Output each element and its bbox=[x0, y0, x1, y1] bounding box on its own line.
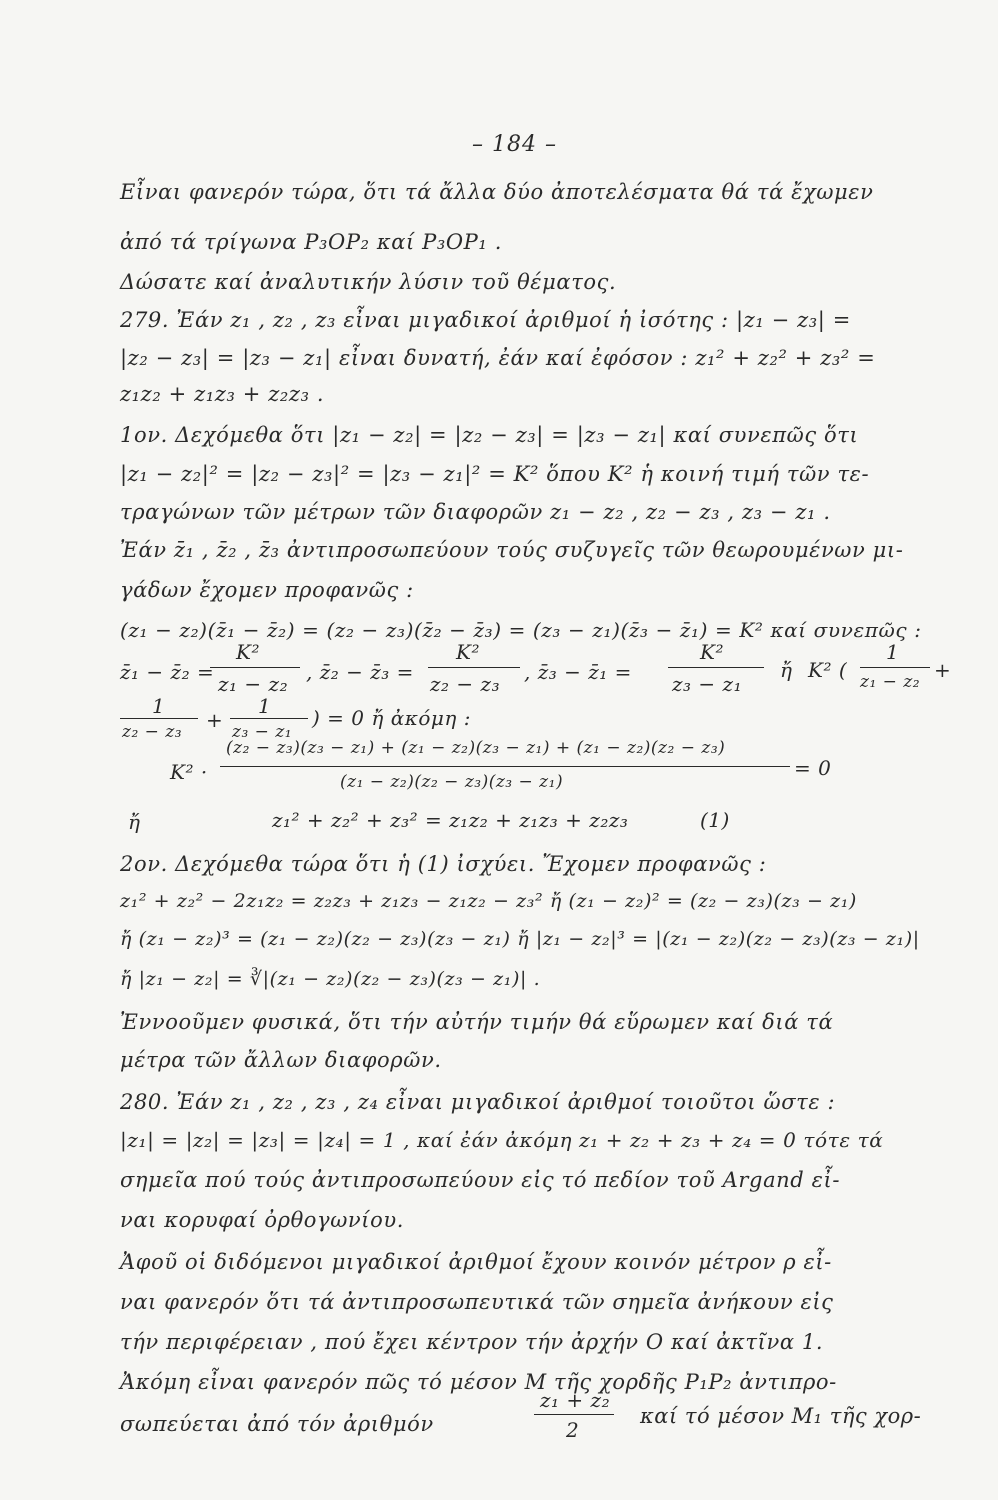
eq-term: z̄₁ − z̄₂ = bbox=[120, 660, 215, 684]
text-line: |z₂ − z₃| = |z₃ − z₁| εἶναι δυνατή, ἐάν καί ἐφόσον : z₁² + z₂² + z₃² = bbox=[120, 346, 876, 370]
eq-denominator: 2 bbox=[566, 1418, 580, 1442]
text-line: |z₁ − z₂|² = |z₂ − z₃|² = |z₃ − z₁|² = K² ὅπου K² ἡ κοινή τιμή τῶν τε- bbox=[120, 462, 870, 486]
eq-denominator: (z₁ − z₂)(z₂ − z₃)(z₃ − z₁) bbox=[340, 772, 564, 792]
fraction-bar bbox=[120, 718, 198, 719]
eq-numerator: K² bbox=[236, 640, 260, 664]
eq-numerator: (z₂ − z₃)(z₃ − z₁) + (z₁ − z₂)(z₃ − z₁) + (z₁ − z₂)(z₂ − z₃) bbox=[226, 738, 726, 758]
eq-numerator: K² bbox=[456, 640, 480, 664]
text-line: τήν περιφέρειαν , πού ἔχει κέντρον τήν ἀρχήν O καί ἀκτῖνα 1. bbox=[120, 1330, 824, 1354]
fraction-bar bbox=[230, 718, 308, 719]
text-line: |z₁| = |z₂| = |z₃| = |z₄| = 1 , καί ἐάν ἀκόμη z₁ + z₂ + z₃ + z₄ = 0 τότε τά bbox=[120, 1128, 884, 1152]
eq-denominator: z₂ − z₃ bbox=[430, 672, 501, 696]
eq-numerator: 1 bbox=[886, 640, 900, 664]
fraction-bar bbox=[210, 667, 300, 668]
eq-or: ἤ bbox=[780, 658, 793, 682]
text-line: τραγώνων τῶν μέτρων τῶν διαφορῶν z₁ − z₂ , z₂ − z₃ , z₃ − z₁ . bbox=[120, 500, 831, 524]
fraction-bar bbox=[668, 667, 764, 668]
text-line: 2ον. Δεχόμεθα τώρα ὅτι ἡ (1) ἰσχύει. Ἔχομεν προφανῶς : bbox=[120, 852, 767, 876]
text-line: 279. Ἐάν z₁ , z₂ , z₃ εἶναι μιγαδικοί ἀριθμοί ἡ ἰσότης : |z₁ − z₃| = bbox=[120, 308, 851, 332]
fraction-bar bbox=[860, 667, 930, 668]
text-line: 1ον. Δεχόμεθα ὅτι |z₁ − z₂| = |z₂ − z₃| = |z₃ − z₁| καί συνεπῶς ὅτι bbox=[120, 423, 859, 447]
fraction-bar bbox=[534, 1414, 614, 1415]
text-line: Ἐάν z̄₁ , z̄₂ , z̄₃ ἀντιπροσωπεύουν τούς συζυγεῖς τῶν θεωρουμένων μι- bbox=[120, 538, 904, 562]
text-line: σωπεύεται ἀπό τόν ἀριθμόν bbox=[120, 1412, 434, 1436]
eq-denominator: z₃ − z₁ bbox=[232, 722, 293, 742]
eq-denominator: z₁ − z₂ bbox=[860, 672, 921, 692]
text-line: Ἀφοῦ οἱ διδόμενοι μιγαδικοί ἀριθμοί ἔχουν κοινόν μέτρον ρ εἶ- bbox=[120, 1250, 832, 1274]
equation-line: ἤ |z₁ − z₂| = ∛|(z₁ − z₂)(z₂ − z₃)(z₃ − z₁)| . bbox=[120, 968, 541, 990]
text-line: ναι φανερόν ὅτι τά ἀντιπροσωπευτικά τῶν σημεῖα ἀνήκουν εἰς bbox=[120, 1290, 834, 1314]
eq-term: , z̄₃ − z̄₁ = bbox=[524, 660, 632, 684]
text-line: ἀπό τά τρίγωνα P₃OP₂ καί P₃OP₁ . bbox=[120, 230, 502, 254]
text-line-tail: καί τό μέσον M₁ τῆς χορ- bbox=[640, 1404, 922, 1428]
eq-term: , z̄₂ − z̄₃ = bbox=[306, 660, 414, 684]
fraction-bar bbox=[220, 766, 790, 767]
text-line: 280. Ἐάν z₁ , z₂ , z₃ , z₄ εἶναι μιγαδικοί ἀριθμοί τοιοῦτοι ὥστε : bbox=[120, 1090, 836, 1114]
eq-equals: = 0 bbox=[794, 756, 832, 780]
eq-plus: + bbox=[934, 658, 952, 682]
text-line: Ἀκόμη εἶναι φανερόν πῶς τό μέσον M τῆς χορδῆς P₁P₂ ἀντιπρο- bbox=[120, 1370, 837, 1394]
text-line: Εἶναι φανερόν τώρα, ὅτι τά ἄλλα δύο ἀποτελέσματα θά τά ἔχωμεν bbox=[120, 180, 874, 204]
eq-term: ) = 0 ἤ ἀκόμη : bbox=[312, 706, 471, 730]
equation-line: z₁² + z₂² − 2z₁z₂ = z₂z₃ + z₁z₃ − z₁z₂ − z₃² ἤ (z₁ − z₂)² = (z₂ − z₃)(z₃ − z₁) bbox=[120, 890, 857, 912]
text-line: ναι κορυφαί ὀρθογωνίου. bbox=[120, 1208, 405, 1232]
equation-line: (z₁ − z₂)(z̄₁ − z̄₂) = (z₂ − z₃)(z̄₂ − z̄₃) = (z₃ − z₁)(z̄₃ − z̄₁) = K² καί συνεπῶς : bbox=[120, 618, 922, 642]
eq-coefficient: K² · bbox=[170, 760, 208, 784]
eq-denominator: z₁ − z₂ bbox=[218, 672, 289, 696]
equation-line: ἤ (z₁ − z₂)³ = (z₁ − z₂)(z₂ − z₃)(z₃ − z₁) ἤ |z₁ − z₂|³ = |(z₁ − z₂)(z₂ − z₃)(z₃ − z₁)| bbox=[120, 928, 920, 950]
eq-denominator: z₂ − z₃ bbox=[122, 722, 183, 742]
eq-numerator: 1 bbox=[258, 694, 272, 718]
equation-1: z₁² + z₂² + z₃² = z₁z₂ + z₁z₃ + z₂z₃ bbox=[272, 808, 629, 832]
eq-numerator: K² bbox=[700, 640, 724, 664]
equation-tag: (1) bbox=[700, 808, 730, 832]
eq-term: K² ( bbox=[808, 658, 848, 682]
text-line: γάδων ἔχομεν προφανῶς : bbox=[120, 578, 414, 602]
page-number: – 184 – bbox=[472, 132, 557, 157]
eq-numerator: z₁ + z₂ bbox=[540, 1388, 611, 1412]
eq-or: ἤ bbox=[128, 810, 141, 834]
text-line: σημεῖα πού τούς ἀντιπροσωπεύουν εἰς τό πεδίον τοῦ Argand εἶ- bbox=[120, 1168, 841, 1192]
eq-plus: + bbox=[206, 708, 224, 732]
eq-denominator: z₃ − z₁ bbox=[672, 672, 743, 696]
text-line: z₁z₂ + z₁z₃ + z₂z₃ . bbox=[120, 382, 325, 406]
text-line: Δώσατε καί ἀναλυτικήν λύσιν τοῦ θέματος. bbox=[120, 270, 617, 294]
text-line: Ἐννοοῦμεν φυσικά, ὅτι τήν αὐτήν τιμήν θά εὕρωμεν καί διά τά bbox=[120, 1010, 834, 1034]
eq-numerator: 1 bbox=[152, 694, 166, 718]
text-line: μέτρα τῶν ἄλλων διαφορῶν. bbox=[120, 1048, 442, 1072]
fraction-bar bbox=[428, 667, 520, 668]
